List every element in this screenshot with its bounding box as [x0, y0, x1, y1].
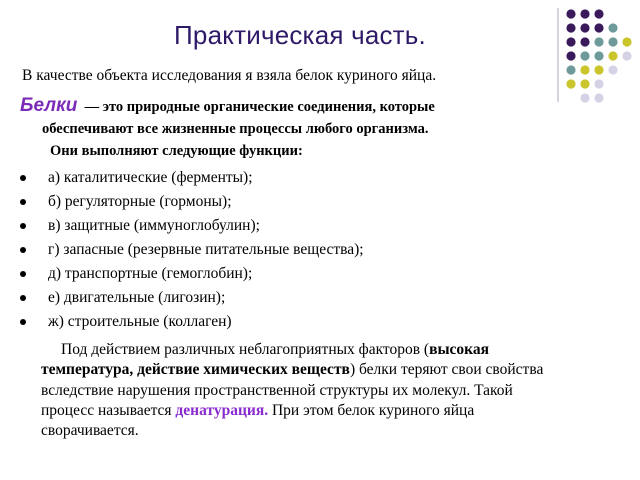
decor-dot: [580, 51, 589, 60]
list-item-text: д) транспортные (гемоглобин);: [48, 265, 253, 282]
list-item-text: е) двигательные (лигозин);: [48, 289, 226, 306]
intro-text: В качестве объекта исследования я взяла белок куриного яйца.: [22, 67, 437, 84]
list-item: [20, 262, 364, 286]
definition-term: Белки: [20, 95, 78, 116]
list-item: [20, 166, 364, 190]
functions-list: [20, 166, 364, 334]
decor-dot: [580, 79, 589, 88]
paragraph-part1: Под действием различных неблагоприятных факторов (: [61, 341, 430, 358]
decor-dot: [608, 51, 617, 60]
bullet-icon: [20, 319, 26, 325]
definition-dash: —: [84, 99, 100, 115]
decor-dot: [608, 23, 617, 32]
decor-dot: [566, 79, 575, 88]
decor-dot: [594, 65, 603, 74]
definition: [20, 95, 540, 140]
definition-text-line1: это природные органические соединения, которые: [102, 99, 435, 115]
decor-dot: [608, 65, 617, 74]
bullet-icon: [20, 223, 26, 229]
decor-dot: [622, 51, 631, 60]
decor-dot: [566, 65, 575, 74]
decor-dot: [594, 93, 603, 102]
slide-title: Практическая часть.: [174, 20, 426, 50]
list-item: [20, 190, 364, 214]
bullet-icon: [20, 199, 26, 205]
functions-heading: Они выполняют следующие функции:: [50, 143, 303, 159]
paragraph-part3: При этом белок куриного яйца сворачивается.: [41, 401, 475, 440]
list-item-text: г) запасные (резервные питательные вещества);: [48, 241, 364, 258]
paragraph-part2: ) белки теряют свои свойства вследствие нарушения пространственной структуры их молекул. Такой процесс называется: [41, 361, 544, 419]
list-item: [20, 214, 364, 238]
decor-dot: [594, 9, 603, 18]
decor-dot: [580, 9, 589, 18]
bullet-icon: [20, 247, 26, 253]
list-item: [20, 310, 364, 334]
bullet-icon: [20, 175, 26, 181]
denaturation-paragraph: [41, 340, 561, 441]
paragraph-bold-factors: высокая температура, действие химических веществ: [41, 341, 490, 379]
decor-dot: [566, 51, 575, 60]
decor-dot: [622, 37, 631, 46]
paragraph-accent-term: денатурация.: [175, 401, 269, 419]
decor-dot: [594, 51, 603, 60]
decor-dot: [580, 65, 589, 74]
list-item-text: б) регуляторные (гормоны);: [48, 193, 232, 210]
bullet-icon: [20, 295, 26, 301]
bullet-icon: [20, 271, 26, 277]
list-item: [20, 238, 364, 262]
list-item: [20, 286, 364, 310]
decorative-dot-grid: [0, 0, 640, 110]
decor-dot: [580, 93, 589, 102]
list-item-text: в) защитные (иммуноглобулин);: [48, 217, 260, 234]
decor-dot: [608, 37, 617, 46]
decor-dot: [594, 79, 603, 88]
list-item-text: ж) строительные (коллаген): [48, 313, 232, 330]
list-item-text: а) каталитические (ферменты);: [48, 169, 253, 186]
decor-dot: [566, 9, 575, 18]
definition-text-line2: обеспечивают все жизненные процессы любого организма.: [42, 121, 429, 137]
